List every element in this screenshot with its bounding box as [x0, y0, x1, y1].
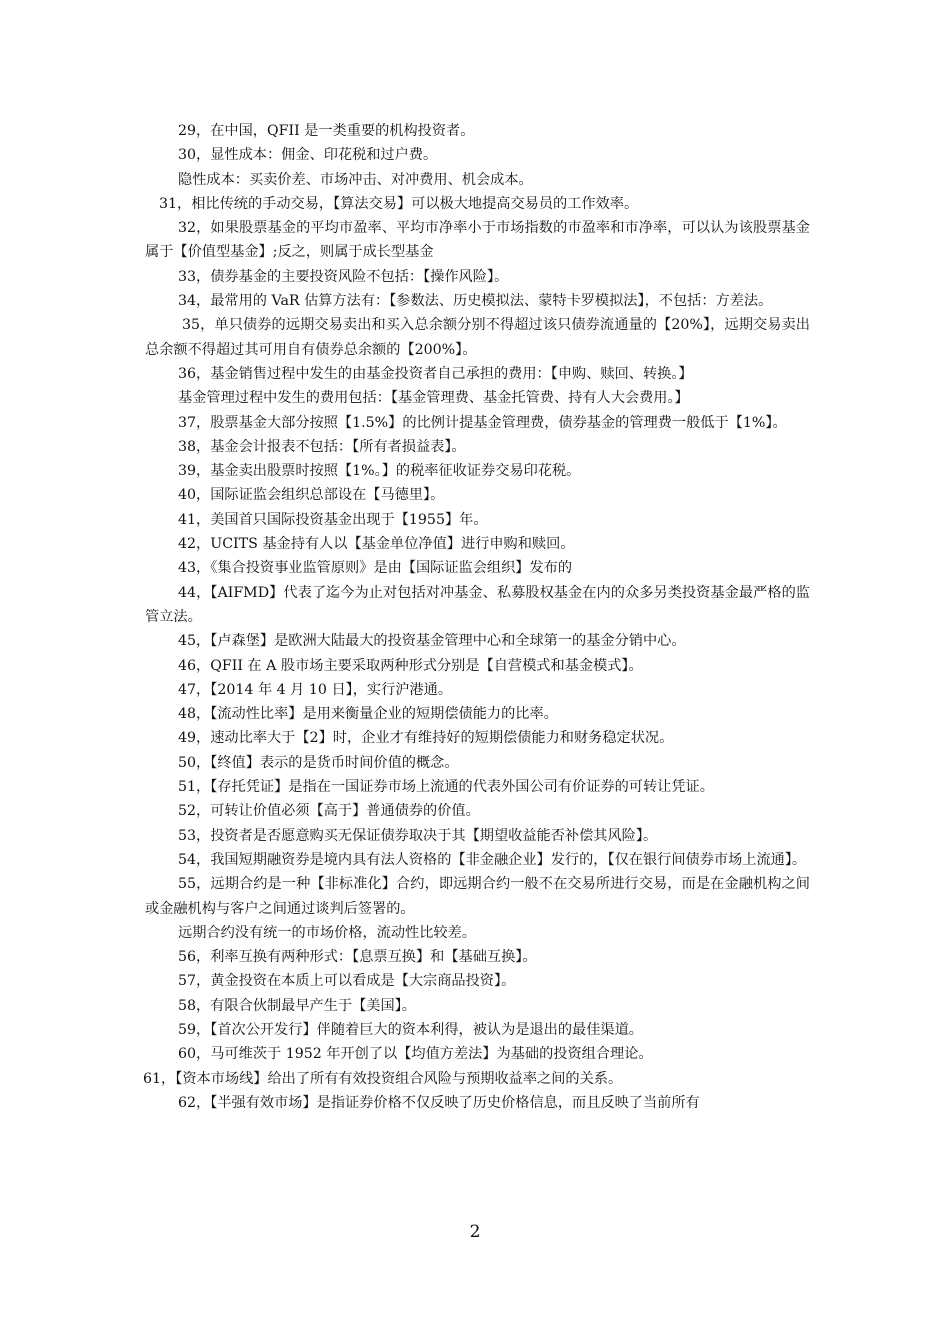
paragraph-41: 41，美国首只国际投资基金出现于【1955】年。 — [178, 511, 488, 528]
paragraph-37: 37，股票基金大部分按照【1.5%】的比例计提基金管理费，债券基金的管理费一般低于【1%】。 — [178, 414, 787, 431]
page-number: 2 — [469, 1222, 481, 1242]
paragraph-45: 45，【卢森堡】是欧洲大陆最大的投资基金管理中心和全球第一的基金分销中心。 — [178, 633, 686, 650]
paragraph-32: 32，如果股票基金的平均市盈率、平均市净率小于市场指数的市盈率和市净率，可以认为该股票基金属于【价值型基金】;反之，则属于成长型基金 — [145, 220, 810, 261]
paragraph-46: 46，QFII 在 A 股市场主要采取两种形式分别是【自营模式和基金模式】。 — [178, 657, 643, 674]
paragraph-62: 62，【半强有效市场】是指证券价格不仅反映了历史价格信息，而且反映了当前所有 — [178, 1094, 700, 1111]
paragraph-39: 39，基金卖出股票时按照【1%。】的税率征收证券交易印花税。 — [178, 463, 581, 480]
paragraph-50: 50，【终值】表示的是货币时间价值的概念。 — [178, 754, 459, 771]
paragraph-30-implicit-cost: 隐性成本：买卖价差、市场冲击、对冲费用、机会成本。 — [178, 171, 533, 188]
paragraph-52: 52，可转让价值必须【高于】普通债券的价值。 — [178, 803, 480, 820]
paragraph-47: 47，【2014 年 4 月 10 日】，实行沪港通。 — [178, 681, 453, 698]
paragraph-31: 31，相比传统的手动交易，【算法交易】可以极大地提高交易员的工作效率。 — [159, 195, 639, 212]
paragraph-57: 57，黄金投资在本质上可以看成是【大宗商品投资】。 — [178, 973, 516, 990]
paragraph-60: 60，马可维茨于 1952 年开创了以【均值方差法】为基础的投资组合理论。 — [178, 1046, 653, 1063]
document-body — [145, 119, 810, 1115]
paragraph-36: 36，基金销售过程中发生的由基金投资者自己承担的费用：【申购、赎回、转换。】 — [178, 365, 693, 382]
paragraph-40: 40，国际证监会组织总部设在【马德里】。 — [178, 487, 445, 504]
paragraph-55: 55，远期合约是一种【非标准化】合约，即远期合约一般不在交易所进行交易，而是在金融机构之间或金融机构与客户之间通过谈判后签署的。 — [145, 876, 810, 917]
paragraph-59: 59，【首次公开发行】伴随着巨大的资本利得，被认为是退出的最佳渠道。 — [178, 1021, 643, 1038]
paragraph-53: 53，投资者是否愿意购买无保证债券取决于其【期望收益能否补偿其风险】。 — [178, 827, 658, 844]
paragraph-54: 54，我国短期融资券是境内具有法人资格的【非金融企业】发行的，【仅在银行间债券市场上流通】。 — [178, 851, 807, 868]
paragraph-42: 42，UCITS 基金持有人以【基金单位净值】进行申购和赎回。 — [178, 536, 575, 553]
paragraph-29: 29，在中国，QFII 是一类重要的机构投资者。 — [178, 123, 475, 139]
paragraph-43: 43，《集合投资事业监管原则》是由【国际证监会组织】发布的 — [178, 560, 573, 577]
paragraph-55-liquidity: 远期合约没有统一的市场价格，流动性比较差。 — [178, 924, 476, 941]
paragraph-58: 58，有限合伙制最早产生于【美国】。 — [178, 997, 416, 1014]
paragraph-33: 33，债券基金的主要投资风险不包括：【操作风险】。 — [178, 268, 509, 285]
paragraph-38: 38，基金会计报表不包括：【所有者损益表】。 — [178, 438, 466, 455]
paragraph-61: 61，【资本市场线】给出了所有有效投资组合风险与预期收益率之间的关系。 — [143, 1070, 623, 1087]
paragraph-48: 48，【流动性比率】是用来衡量企业的短期偿债能力的比率。 — [178, 706, 558, 723]
paragraph-49: 49，速动比率大于【2】时，企业才有维持好的短期偿债能力和财务稳定状况。 — [178, 730, 674, 747]
paragraph-56: 56，利率互换有两种形式：【息票互换】和【基础互换】。 — [178, 949, 537, 966]
paragraph-51: 51，【存托凭证】是指在一国证券市场上流通的代表外国公司有价证券的可转让凭证。 — [178, 779, 714, 796]
paragraph-44: 44，【AIFMD】代表了迄今为止对包括对冲基金、私募股权基金在内的众多另类投资基金最严格的监管立法。 — [145, 584, 810, 625]
paragraph-30: 30，显性成本：佣金、印花税和过户费。 — [178, 147, 438, 164]
paragraph-34: 34，最常用的 VaR 估算方法有：【参数法、历史模拟法、蒙特卡罗模拟法】，不包括：方差法。 — [178, 293, 773, 310]
paragraph-35: 35，单只债券的远期交易卖出和买入总余额分别不得超过该只债券流通量的【20%】，远期交易卖出总余额不得超过其可用自有债券总余额的【200%】。 — [145, 317, 810, 358]
paragraph-36-management-fees: 基金管理过程中发生的费用包括：【基金管理费、基金托管费、持有人大会费用。】 — [178, 390, 689, 407]
